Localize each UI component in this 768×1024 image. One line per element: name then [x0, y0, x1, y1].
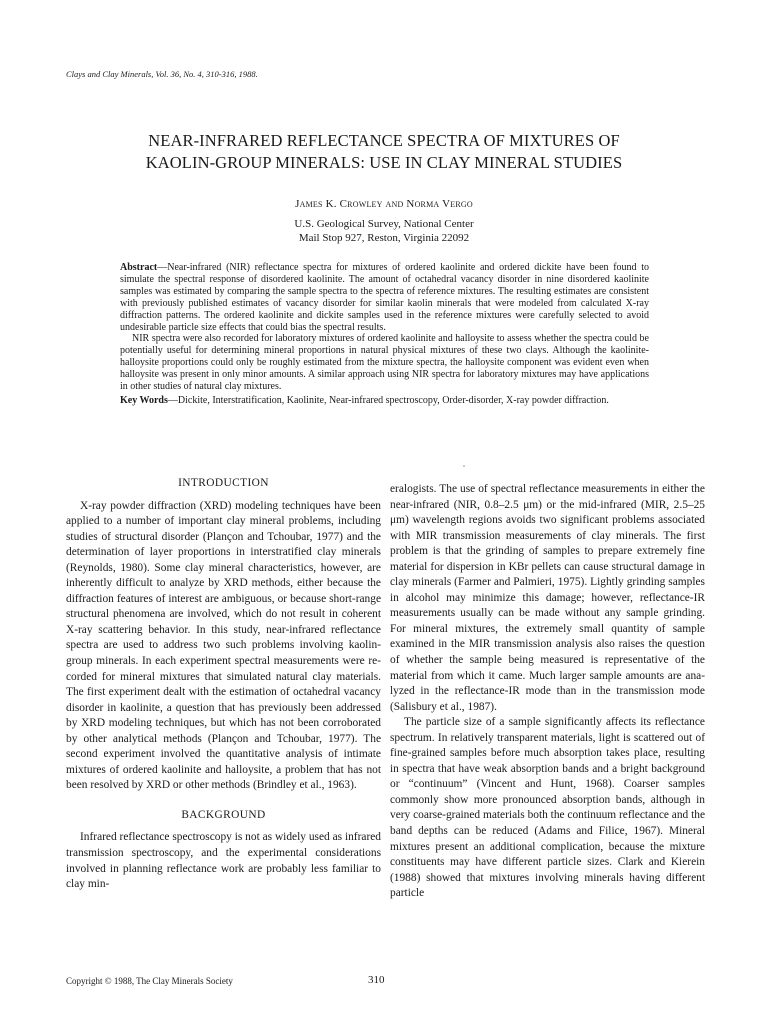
abstract-text-1: —Near-infrared (NIR) reflectance spectra for mixtures of ordered kaolinite and ordered dickite have been found to simulate the spectral response of disordered kaolinite. The amount of octahedral vacancy disorder in nine disordered kaolinite samples was estimated by comparing the sample spectra to the spectra of reference mixtures. The resulting estimates are consistent with previously published estimates of vacancy disorder for similar kaolin minerals that were modeled from calculated X-ray diffraction patterns. The ordered kaolinite and dickite samples used in the reference mixtures were carefully selected to avoid undesirable particle size effects that could bias the spectral results.: [120, 262, 649, 333]
right-column: [390, 482, 705, 902]
left-column: [66, 476, 381, 893]
keywords-label: Key Words: [120, 394, 168, 406]
abstract-block: [120, 262, 649, 407]
abstract-paragraph-2: NIR spectra were also recorded for laboratory mixtures of ordered kaolinite and halloysite to assess whether the spectra could be potentially useful for determining mineral proportions in natural physical mixtures of these two clays. Although the kaolinite-halloysite proportions could only be roughly estimated from the mixture spectra, the halloysite component was evident even when halloysite was present in only minor amounts. A similar approach using NIR spectra for laboratory mixtures may have applications in other studies of natural clay mixtures.: [120, 333, 649, 393]
abstract-label: Abstract: [120, 262, 158, 273]
title-line-1: NEAR-INFRARED REFLECTANCE SPECTRA OF MIXTURES OF: [148, 131, 620, 150]
keywords-paragraph: [120, 395, 649, 407]
title-line-2: KAOLIN-GROUP MINERALS: USE IN CLAY MINERAL STUDIES: [145, 153, 623, 172]
copyright-notice: Copyright © 1988, The Clay Minerals Society: [66, 976, 233, 986]
affiliation-line-1: U.S. Geological Survey, National Center: [294, 218, 474, 230]
background-paragraph-1-continued: eralogists. The use of spectral reflectance measurements in either the near-infrared (NIR, 0.8–2.5 μm) or the mid-infrared (MIR, 2.5–25 μm) wavelength regions avoids two significant problems associated with MIR transmission measurements of clay minerals. The first problem is that the grinding of samples to prepare extremely fine material for dispersion in KBr pellets can cause structural damage in clay minerals (Farmer and Palmieri, 1975). Lightly grinding samples in alcohol may minimize this damage; however, reflectance-IR measurements usually can be made without any sample grinding. For mineral mixtures, the extremely small quantity of sample examined in the MIR transmission analysis also raises the question of whether the sample being measured is representative of the material from which it came. Much larger sample amounts are analyzed in the reflectance-IR mode than in the transmission mode (Salisbury et al., 1987).: [390, 483, 705, 713]
page-number: 310: [368, 974, 385, 986]
author-names: James K. Crowley and Norma Vergo: [295, 198, 473, 210]
introduction-heading: INTRODUCTION: [178, 477, 269, 489]
keywords-text: —Dickite, Interstratification, Kaolinite, Near-infrared spectroscopy, Order-disorder, X-ray powder diffraction.: [167, 394, 609, 406]
affiliation-line-2: Mail Stop 927, Reston, Virginia 22092: [298, 231, 470, 244]
abstract-paragraph-1: [120, 262, 649, 333]
background-paragraph-1-start: Infrared reflectance spectroscopy is not as widely used as infrared transmission spectroscopy, and the experimental considerations involved in planning reflectance work are probably less familiar to clay min-: [66, 831, 381, 891]
journal-reference: Clays and Clay Minerals, Vol. 36, No. 4, 310-316, 1988.: [66, 69, 258, 79]
author-affiliation: [60, 218, 708, 245]
background-heading: BACKGROUND: [181, 808, 266, 821]
background-paragraph-2: The particle size of a sample significantly affects its reflectance spectrum. In relatively transparent materials, light is scattered out of fine-grained samples before much absorption takes place, resulting in spectra that have weak absorption bands and a bright background or “continuum” (Vincent and Hunt, 1968). Coarser samples commonly show more pronounced absorption bands, although in very coarse-grained materials both the continuum reflectance and the band depths can be reduced (Adams and Filice, 1967). Mineral mixtures present an additional complication, because the mixture constituents may have different particle sizes. Clark and Kierein (1988) showed that mixtures involving minerals having different particle: [390, 716, 705, 900]
introduction-paragraph: X-ray powder diffraction (XRD) modeling techniques have been applied to a number of important clay mineral problems, including studies of structural disorder (Plançon and Tchoubar, 1977) and the determination of layer proportions in interstratified clay minerals (Reynolds, 1980). Some clay mineral characteristics, however, are inherently difficult to analyze by XRD methods, either because the diffraction features of interest are ambiguous, or because short-range structural phenomena are involved, which do not result in coherent X-ray scattering behavior. In this study, near-infrared reflectance spectra are used to address two such problems involving kaolin-group minerals. In each experiment spectral measurements were recorded for mineral mixtures that simulated natural clay materials. The first experiment dealt with the estimation of octahedral vacancy disorder in kaolinite, a question that has previously been addressed by XRD modeling techniques, but which has not been corroborated by other analytical methods (Plançon and Tchoubar, 1977). The second experiment involved the quantitative analysis of intimate mixtures of ordered kaolinite and halloysite, a problem that has not been resolved by XRD or other methods (Brindley et al., 1963).: [66, 499, 381, 792]
paper-title: [60, 130, 708, 174]
scan-speck: [463, 465, 465, 467]
